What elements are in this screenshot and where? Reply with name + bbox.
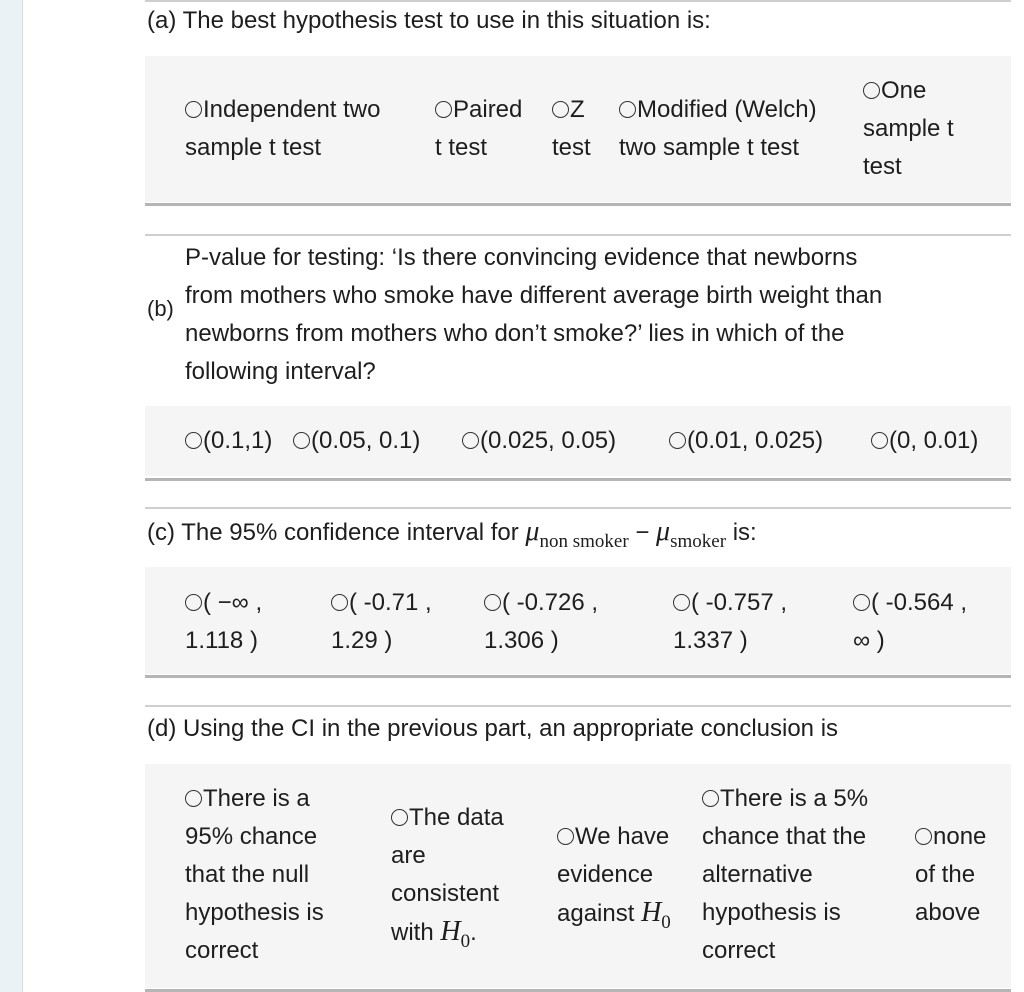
question-c-text: (c) The 95% confidence interval for $\mu_{non smoker} - \mu_{smoker}$ is:	[147, 516, 757, 552]
options-b	[145, 406, 1011, 476]
radio-button[interactable]	[435, 101, 452, 118]
radio-button[interactable]	[863, 82, 880, 99]
option-c-2[interactable]: ( -0.71 , 1.29 )	[331, 589, 432, 654]
option-d-5[interactable]: none of the above	[915, 823, 987, 926]
radio-button[interactable]	[619, 101, 636, 118]
question-b-text: P-value for testing: ‘Is there convincing evidence that newborns from mothers who smoke have different average birth weight than newborns from mothers who don’t smoke?’ lies in which of the following interval?	[185, 244, 883, 385]
option-b-5[interactable]: (0, 0.01)	[871, 422, 978, 460]
options-d	[145, 764, 1011, 988]
option-a-z[interactable]: Z test	[552, 96, 591, 161]
divider	[145, 478, 1011, 481]
option-a-one-sample[interactable]: One sample t test	[863, 77, 954, 180]
radio-button[interactable]	[185, 432, 202, 449]
radio-button[interactable]	[185, 101, 202, 118]
radio-button[interactable]	[185, 594, 202, 611]
question-a-text: (a) The best hypothesis test to use in this situation is:	[147, 7, 711, 34]
option-c-1[interactable]: ( −∞ , 1.118 )	[185, 589, 263, 654]
radio-button[interactable]	[915, 828, 932, 845]
option-a-welch[interactable]: Modified (Welch) two sample t test	[619, 96, 817, 161]
options-c	[145, 567, 1011, 674]
option-d-4[interactable]: There is a 5% chance that the alternative hypothesis is correct	[702, 785, 869, 964]
option-d-2[interactable]: The data are consistent with $H_0$.	[391, 804, 504, 952]
option-c-3[interactable]: ( -0.726 , 1.306 )	[484, 589, 599, 654]
radio-button[interactable]	[484, 594, 501, 611]
radio-button[interactable]	[462, 432, 479, 449]
radio-button[interactable]	[871, 432, 888, 449]
divider	[145, 507, 1011, 509]
radio-button[interactable]	[391, 809, 408, 826]
question-d-text: (d) Using the CI in the previous part, an appropriate conclusion is	[147, 715, 839, 742]
radio-button[interactable]	[702, 790, 719, 807]
radio-button[interactable]	[331, 594, 348, 611]
divider	[145, 234, 1011, 236]
option-d-3[interactable]: We have evidence against $H_0$	[557, 823, 671, 933]
question-panel	[22, 0, 1024, 992]
divider	[145, 675, 1011, 678]
option-c-5[interactable]: ( -0.564 , ∞ )	[853, 589, 968, 654]
option-d-1[interactable]: There is a 95% chance that the null hypothesis is correct	[185, 785, 324, 964]
option-b-3[interactable]: (0.025, 0.05)	[462, 422, 616, 460]
radio-button[interactable]	[669, 432, 686, 449]
options-a	[145, 56, 1011, 202]
option-a-independent[interactable]: Independent two sample t test	[185, 96, 381, 161]
radio-button[interactable]	[552, 101, 569, 118]
radio-button[interactable]	[557, 828, 574, 845]
option-c-4[interactable]: ( -0.757 , 1.337 )	[673, 589, 788, 654]
question-b-label: (b)	[147, 296, 174, 321]
radio-button[interactable]	[293, 432, 310, 449]
divider	[145, 705, 1011, 707]
option-a-paired[interactable]: Paired t test	[435, 96, 523, 161]
option-b-1[interactable]: (0.1,1)	[185, 422, 272, 460]
option-b-2[interactable]: (0.05, 0.1)	[293, 422, 420, 460]
radio-button[interactable]	[853, 594, 870, 611]
radio-button[interactable]	[185, 790, 202, 807]
radio-button[interactable]	[673, 594, 690, 611]
divider	[145, 203, 1011, 206]
option-b-4[interactable]: (0.01, 0.025)	[669, 422, 823, 460]
